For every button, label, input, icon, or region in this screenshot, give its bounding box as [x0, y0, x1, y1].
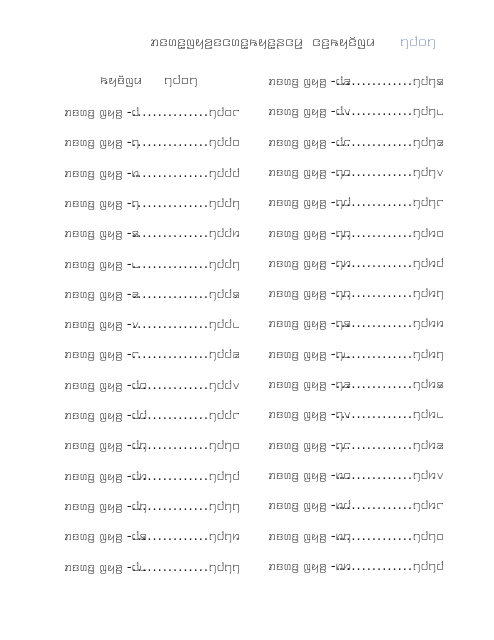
toc-entry-label: ꤊꤢꤛꤢ꤭ ꤜꤟꤤ꤬ -꤄꤅	[268, 437, 352, 453]
toc-entry-label: ꤊꤢꤛꤢ꤭ ꤜꤟꤤ꤬ -꤄꤂	[268, 407, 352, 423]
toc-entry	[64, 527, 240, 547]
toc-entry	[64, 133, 240, 153]
toc-entry	[268, 527, 444, 547]
toc-entry-label: ꤊꤢꤛꤢ꤭ ꤜꤟꤤ꤬ -꤄	[64, 195, 140, 211]
toc-entry-page-number: ꤄꤇꤆꤄	[412, 346, 444, 362]
toc-entry	[64, 315, 240, 335]
toc-entry-label: ꤊꤢꤛꤢ꤭ ꤜꤟꤤ꤬ -꤇꤁	[268, 74, 352, 89]
left-subheading-number: ꤄꤇꤀꤄	[164, 72, 198, 88]
toc-entry-page-number: ꤄꤇꤆꤇	[412, 255, 444, 271]
toc-entry-label: ꤊꤢꤛꤢ꤭ ꤜꤟꤤ꤬ -꤇꤄	[64, 498, 148, 514]
toc-leader-dots: ...............	[132, 317, 209, 333]
toc-entry-page-number: ꤄꤇꤆꤈	[412, 407, 444, 423]
toc-entry-label: ꤊꤢꤛꤢ꤭ ꤜꤟꤤ꤬ -꤇꤇	[64, 408, 148, 423]
toc-entry	[268, 496, 444, 516]
toc-entry-label: ꤊꤢꤛꤢ꤭ ꤜꤟꤤ꤬ -꤆꤆	[268, 558, 352, 574]
toc-entry-page-number: ꤄꤇꤇꤆	[208, 226, 240, 242]
page-header	[0, 32, 494, 56]
toc-entry	[64, 164, 240, 184]
toc-entry-page-number: ꤄꤇꤆꤁	[412, 437, 444, 453]
toc-leader-dots: ...............	[336, 164, 413, 180]
toc-entry	[64, 497, 240, 517]
toc-entry-page-number: ꤄꤇꤄꤄	[208, 559, 240, 575]
toc-leader-dots: ...............	[336, 528, 413, 544]
toc-entry-page-number: ꤄꤇꤇꤈	[208, 317, 240, 333]
toc-leader-dots: ...............	[132, 286, 209, 302]
toc-entry-label: ꤊꤢꤛꤢ꤭ ꤜꤟꤤ꤬ -꤆꤄	[268, 528, 352, 544]
toc-leader-dots: ...............	[336, 437, 413, 453]
toc-entry-page-number: ꤄꤇꤇꤃	[208, 286, 240, 302]
toc-leader-dots: ...............	[336, 134, 413, 150]
toc-leader-dots: ...............	[132, 408, 209, 423]
toc-entry-page-number: ꤄꤇꤇꤁	[208, 347, 240, 363]
toc-entry	[64, 345, 240, 365]
toc-entry-page-number: ꤄꤇꤆꤂	[412, 467, 444, 483]
toc-entry	[268, 193, 444, 213]
toc-entry-page-number: ꤄꤇꤆꤆	[412, 316, 444, 332]
toc-entry	[64, 285, 240, 305]
toc-entry	[268, 224, 444, 244]
toc-entry-label: ꤊꤢꤛꤢ꤭ ꤜꤟꤤ꤬ -꤄꤄	[268, 225, 352, 241]
toc-entry-label: ꤊꤢꤛꤢ꤭ ꤜꤟꤤ꤬ -꤇꤄	[64, 438, 148, 454]
toc-leader-dots: ...............	[132, 468, 209, 484]
toc-entry-label: ꤊꤢꤛꤢ꤭ ꤜꤟꤤ꤬ -꤃	[64, 226, 140, 242]
toc-entry	[64, 436, 240, 456]
toc-entry-label: ꤊꤢꤛꤢ꤭ ꤜꤟꤤ꤬ -꤇꤂	[268, 104, 352, 120]
toc-leader-dots: ...............	[336, 377, 413, 392]
toc-leader-dots: ...............	[336, 195, 413, 211]
toc-leader-dots: ...............	[336, 74, 413, 89]
toc-entry-page-number: ꤄꤇꤄꤇	[208, 468, 240, 484]
toc-entry-page-number: ꤄꤇꤄꤁	[412, 134, 444, 150]
toc-entry-page-number: ꤄꤇꤄꤄	[208, 498, 240, 514]
toc-leader-dots: ...............	[132, 165, 209, 181]
toc-leader-dots: ...............	[336, 286, 413, 302]
toc-entry-label: ꤊꤢꤛꤢ꤭ ꤜꤟꤤ꤬ -꤄꤄	[268, 286, 352, 302]
toc-leader-dots: ...............	[132, 195, 209, 211]
toc-leader-dots: ...............	[132, 347, 209, 363]
toc-entry-label: ꤊꤢꤛꤢ꤭ ꤜꤟꤤ꤬ -꤇꤆	[64, 468, 148, 484]
toc-entry	[268, 163, 444, 183]
toc-entry-label: ꤊꤢꤛꤢ꤭ ꤜꤟꤤ꤬ -꤈	[64, 256, 140, 272]
toc-entry	[64, 406, 240, 426]
toc-leader-dots: ...............	[336, 467, 413, 483]
toc-leader-dots: ...............	[132, 105, 209, 120]
toc-leader-dots: ...............	[336, 225, 413, 241]
toc-entry-page-number: ꤄꤇꤇꤄	[208, 256, 240, 272]
toc-entry	[268, 375, 444, 395]
toc-entry-label: ꤊꤢꤛꤢ꤭ ꤜꤟꤤ꤬ -꤆꤀	[268, 467, 352, 483]
toc-entry	[268, 405, 444, 425]
toc-leader-dots: ...............	[132, 377, 209, 393]
toc-entry	[268, 102, 444, 122]
toc-entry-label: ꤊꤢꤛꤢ꤭ ꤜꤟꤤ꤬ -꤆	[64, 165, 140, 181]
toc-entry-page-number: ꤄꤇꤆꤄	[412, 286, 444, 302]
toc-entry	[64, 224, 240, 244]
toc-entry-page-number: ꤄꤇꤇꤅	[208, 408, 240, 423]
toc-entry-label: ꤊꤢꤛꤢ꤭ ꤜꤟꤤ꤬ -꤇꤈	[64, 559, 148, 575]
toc-entry-label: ꤊꤢꤛꤢ꤭ ꤜꤟꤤ꤬ -꤇꤀	[64, 377, 148, 393]
toc-leader-dots: ...............	[336, 346, 413, 362]
toc-entry	[268, 436, 444, 456]
toc-entry-page-number: ꤄꤇꤇꤂	[208, 377, 240, 393]
toc-leader-dots: ...............	[132, 498, 209, 514]
toc-entry-page-number: ꤄꤇꤄꤈	[412, 104, 444, 120]
toc-entry-page-number: ꤄꤇꤄꤆	[208, 529, 240, 545]
toc-entry	[268, 466, 444, 486]
toc-entry-page-number: ꤄꤇꤄꤃	[412, 74, 444, 89]
toc-entry-label: ꤊꤢꤛꤢ꤭ ꤜꤟꤤ꤬ -꤇꤅	[268, 134, 352, 150]
toc-entry-label: ꤊꤢꤛꤢ꤭ ꤜꤟꤤ꤬ -꤅	[64, 347, 140, 363]
toc-entry	[268, 254, 444, 274]
toc-entry-page-number: ꤄꤇꤆꤀	[412, 225, 444, 241]
toc-entry	[268, 72, 444, 92]
toc-entry-label: ꤊꤢꤛꤢ꤭ ꤜꤟꤤ꤬ -꤇꤃	[64, 529, 148, 545]
toc-entry-page-number: ꤄꤇꤇꤄	[208, 195, 240, 211]
toc-entry-label: ꤊꤢꤛꤢ꤭ ꤜꤟꤤ꤬ -꤆꤇	[268, 498, 352, 514]
page-title: ꤊꤢꤛꤢ꤭ꤜꤟꤤ꤬ꤢꤍꤛꤢ꤭ꤒꤟꤢ꤭ꤔꤍꤣ꤬	[150, 32, 304, 50]
toc-entry-label: ꤊꤢꤛꤢ꤭ ꤜꤟꤤ꤬ -꤄꤃	[268, 316, 352, 332]
toc-entry	[64, 376, 240, 396]
toc-leader-dots: ...............	[132, 529, 209, 545]
toc-entry-page-number: ꤄꤇꤄꤂	[412, 164, 444, 180]
toc-entry-label: ꤊꤢꤛꤢ꤭ ꤜꤟꤤ꤬ -꤂	[64, 317, 140, 333]
toc-entry-label: ꤊꤢꤛꤢ꤭ ꤜꤟꤤ꤬ -꤄꤈	[268, 346, 352, 362]
toc-leader-dots: ...............	[336, 558, 413, 574]
toc-entry-page-number: ꤄꤇꤆꤅	[412, 498, 444, 514]
left-subheading-label: ꤒꤟꤢꤩꤜꤣ	[100, 72, 142, 88]
toc-leader-dots: ...............	[132, 226, 209, 242]
toc-leader-dots: ...............	[132, 438, 209, 454]
toc-entry	[64, 103, 240, 123]
toc-entry-label: ꤊꤢꤛꤢ꤭ ꤜꤟꤤ꤬ -꤄꤀	[268, 164, 352, 180]
toc-entry-label: ꤊꤢꤛꤢ꤭ ꤜꤟꤤ꤬ -꤄꤁	[268, 377, 352, 392]
toc-entry	[64, 467, 240, 487]
toc-leader-dots: ...............	[132, 256, 209, 272]
toc-entry	[268, 133, 444, 153]
toc-leader-dots: ...............	[336, 498, 413, 514]
toc-entry	[64, 558, 240, 578]
page-header-number: ꤄꤇꤀꤄	[400, 32, 437, 50]
toc-entry-page-number: ꤄꤇꤄꤀	[208, 438, 240, 454]
toc-entry-page-number: ꤄꤇꤇꤇	[208, 165, 240, 181]
left-subheading	[100, 72, 198, 88]
toc-leader-dots: ...............	[132, 559, 209, 575]
toc-entry-page-number: ꤄꤇꤄꤀	[412, 528, 444, 544]
toc-leader-dots: ...............	[336, 407, 413, 423]
toc-entry	[268, 345, 444, 365]
toc-entry	[268, 314, 444, 334]
toc-leader-dots: ...............	[336, 255, 413, 271]
toc-entry-page-number: ꤄꤇꤀꤅	[208, 105, 240, 120]
toc-entry	[268, 284, 444, 304]
toc-entry-page-number: ꤄꤇꤄꤅	[412, 195, 444, 211]
page-subtitle: ꤍꤢ꤬ꤒꤟꤢꤩꤜꤣ	[312, 32, 376, 50]
toc-entry	[64, 194, 240, 214]
toc-entry-label: ꤊꤢꤛꤢ꤭ ꤜꤟꤤ꤬ -꤁	[64, 286, 140, 302]
toc-leader-dots: ...............	[336, 316, 413, 332]
toc-entry-label: ꤊꤢꤛꤢ꤭ ꤜꤟꤤ꤬ -꤇	[64, 105, 140, 120]
toc-entry	[268, 557, 444, 577]
toc-leader-dots: ...............	[132, 135, 209, 151]
toc-leader-dots: ...............	[336, 104, 413, 120]
toc-entry-page-number: ꤄꤇꤇꤀	[208, 135, 240, 151]
toc-entry	[64, 255, 240, 275]
toc-entry-page-number: ꤄꤇꤆꤃	[412, 377, 444, 392]
toc-entry-label: ꤊꤢꤛꤢ꤭ ꤜꤟꤤ꤬ -꤄	[64, 135, 140, 151]
toc-entry-label: ꤊꤢꤛꤢ꤭ ꤜꤟꤤ꤬ -꤄꤆	[268, 255, 352, 271]
toc-entry-page-number: ꤄꤇꤄꤇	[412, 558, 444, 574]
toc-entry-label: ꤊꤢꤛꤢ꤭ ꤜꤟꤤ꤬ -꤄꤇	[268, 195, 352, 211]
